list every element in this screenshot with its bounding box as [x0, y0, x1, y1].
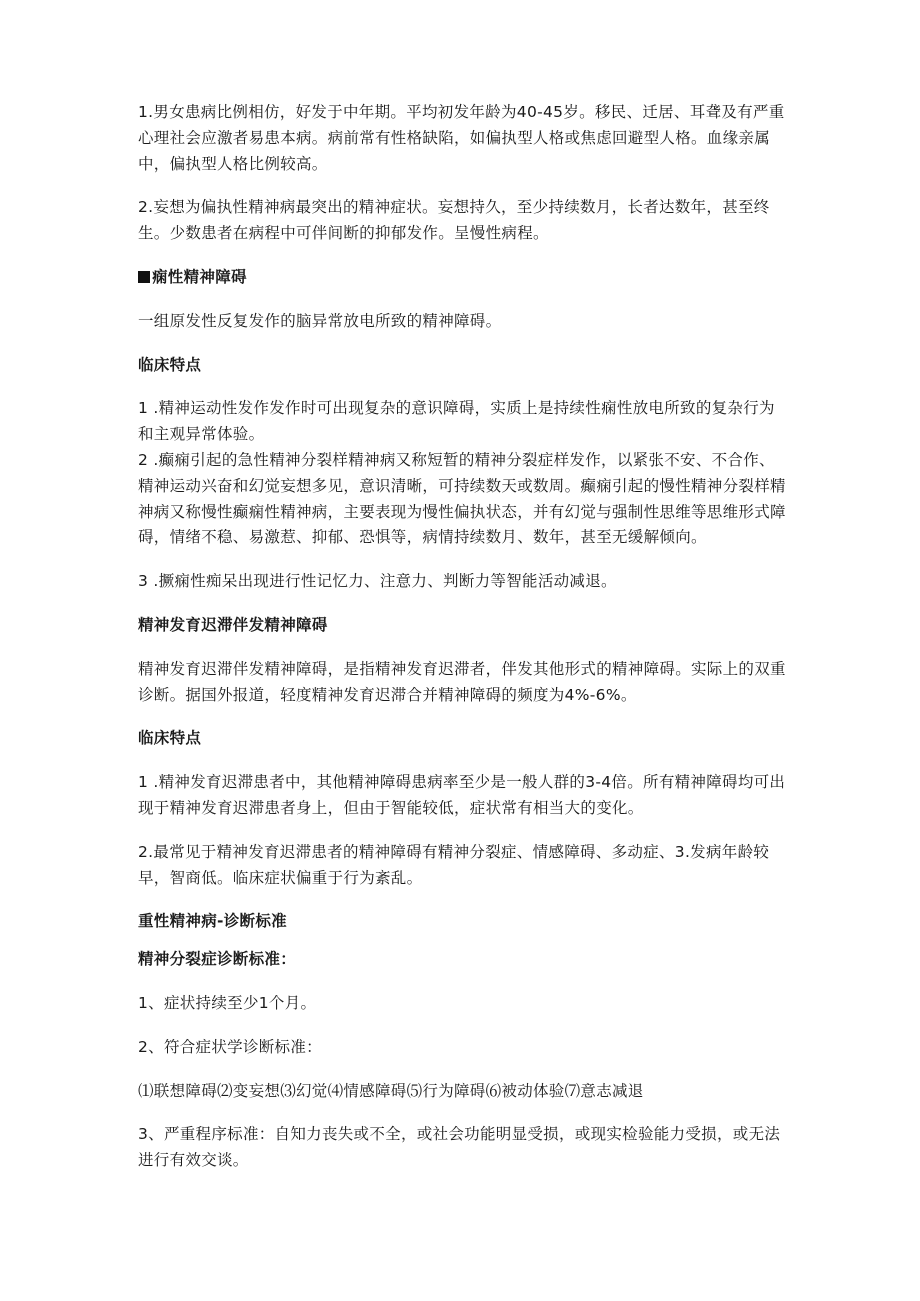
heading-retardation: 精神发育迟滞伴发精神障碍 — [138, 615, 328, 634]
document-page — [138, 100, 788, 1174]
paragraph-onset: 1.男女患病比例相仿，好发于中年期。平均初发年龄为40-45岁。移民、迁居、耳聋及有严重心理社会应激者易患本病。病前常有性格缺陷，如偏执型人格或焦虑回避型人格。血缘亲属中，偏执型人格比例较高。 — [138, 103, 785, 173]
square-bullet-icon — [138, 271, 150, 283]
heading-schizophrenia-criteria: 精神分裂症诊断标准： — [138, 950, 297, 969]
paragraph-psychomotor: 1 .精神运动性发作发作时可出现复杂的意识障碍，实质上是持续性痫性放电所致的复杂行为和主观异常体验。 — [138, 399, 775, 444]
paragraph-prevalence: 1 .精神发育迟滞患者中，其他精神障碍患病率至少是一般人群的3-4倍。所有精神障碍均可出现于精神发育迟滞患者身上，但由于智能较低，症状常有相当大的变化。 — [138, 773, 786, 817]
symptom-list: ⑴联想障碍⑵变妄想⑶幻觉⑷情感障碍⑸行为障碍⑹被动体验⑺意志减退 — [138, 1081, 644, 1100]
paragraph-epilepsy-definition: 一组原发性反复发作的脑异常放电所致的精神障碍。 — [138, 311, 502, 330]
paragraph-delusion: 2.妄想为偏执性精神病最突出的精神症状。妄想持久，至少持续数月，长者达数年，甚至终生。少数患者在病程中可伴间断的抑郁发作。呈慢性病程。 — [138, 198, 770, 243]
heading-clinical-features-2: 临床特点 — [138, 729, 202, 748]
heading-severe-psychosis: 重性精神病-诊断标准 — [138, 912, 287, 931]
paragraph-retardation-definition: 精神发育迟滞伴发精神障碍，是指精神发育迟滞者，伴发其他形式的精神障碍。实际上的双重诊断。据国外报道，轻度精神发育迟滞合并精神障碍的频度为4%-6%。 — [138, 659, 786, 704]
criterion-duration: 1、症状持续至少1个月。 — [138, 993, 317, 1012]
paragraph-common-disorders: 2.最常见于精神发育迟滞患者的精神障碍有精神分裂症、情感障碍、多动症、3.发病年龄较早，智商低。临床症状偏重于行为紊乱。 — [138, 842, 770, 887]
heading-clinical-features-1: 临床特点 — [138, 355, 202, 374]
criterion-severity: 3、严重程序标准：自知力丧失或不全，或社会功能明显受损，或现实检验能力受损，或无法进行有效交谈。 — [138, 1125, 781, 1170]
paragraph-dementia: 3 .撅痫性痴呆出现进行性记忆力、注意力、判断力等智能活动减退。 — [138, 572, 617, 591]
paragraph-schizophreniform: 2 .癫痫引起的急性精神分裂样精神病又称短暂的精神分裂症样发作，以紧张不安、不合作、精神运动兴奋和幻觉妄想多见，意识清晰，可持续数天或数周。癫痫引起的慢性精神分裂样精神病又称慢性癫痫性精神病，主要表现为慢性偏执状态，并有幻觉与强制性思维等思维形式障碍，情绪不稳、易激惹、抑郁、恐惧等，病情持续数月、数年，甚至无缓解倾向。 — [138, 450, 786, 547]
criterion-symptoms: 2、符合症状学诊断标准： — [138, 1037, 322, 1056]
heading-epilepsy: 痫性精神障碍 — [138, 265, 788, 291]
